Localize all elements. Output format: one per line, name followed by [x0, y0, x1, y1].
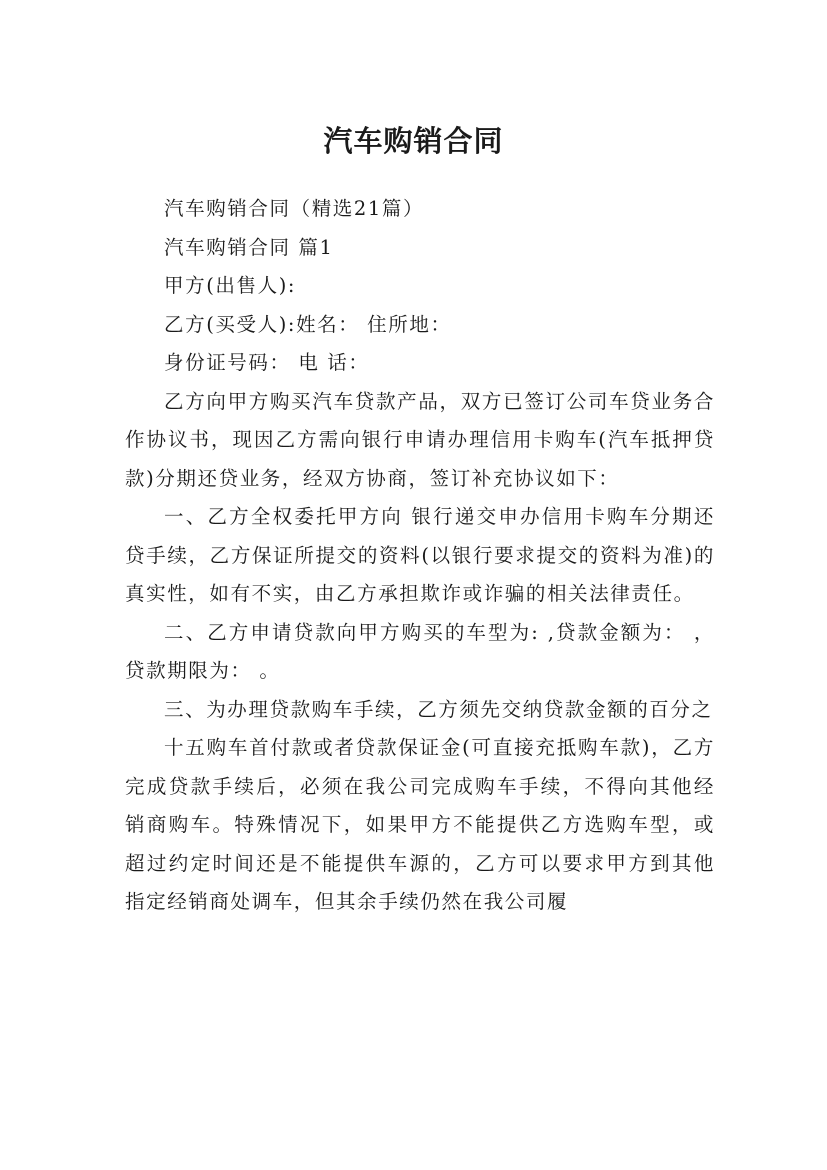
paragraph-clause-3-continued: 十五购车首付款或者贷款保证金(可直接充抵购车款)，乙方完成贷款手续后，必须在我公司完成购车手续，不得向其他经销商购车。特殊情况下，如果甲方不能提供乙方选购车型，或超过约定时间还是不能提供车源的，乙方可以要求甲方到其他指定经销商处调车，但其余手续仍然在我公司履 [125, 736, 715, 913]
paragraph-party-b: 乙方(买受人):姓名： 住所地： [164, 312, 452, 336]
paragraph-clause-3: 三、为办理贷款购车手续，乙方须先交纳贷款金额的百分之 [164, 697, 713, 721]
paragraph-id-phone: 身份证号码： 电 话： [164, 351, 370, 374]
paragraph-subtitle: 汽车购销合同（精选21篇） [164, 197, 425, 220]
paragraph-section-heading: 汽车购销合同 篇1 [164, 235, 334, 259]
paragraph-clause-2: 二、乙方申请贷款向甲方购买的车型为: ,贷款金额为： ，贷款期限为： 。 [125, 620, 715, 682]
document-title: 汽车购销合同 [323, 124, 504, 159]
paragraph-party-a: 甲方(出售人): [164, 274, 297, 297]
paragraph-intro: 乙方向甲方购买汽车贷款产品，双方已签订公司车贷业务合作协议书，现因乙方需向银行申请办理信用卡购车(汽车抵押贷款)分期还贷业务，经双方协商，签订补充协议如下： [125, 389, 715, 490]
document-body [125, 190, 715, 922]
paragraph-clause-1: 一、乙方全权委托甲方向 银行递交申办信用卡购车分期还贷手续，乙方保证所提交的资料(以银行要求提交的资料为准)的真实性，如有不实，由乙方承担欺诈或诈骗的相关法律责任。 [125, 505, 715, 605]
